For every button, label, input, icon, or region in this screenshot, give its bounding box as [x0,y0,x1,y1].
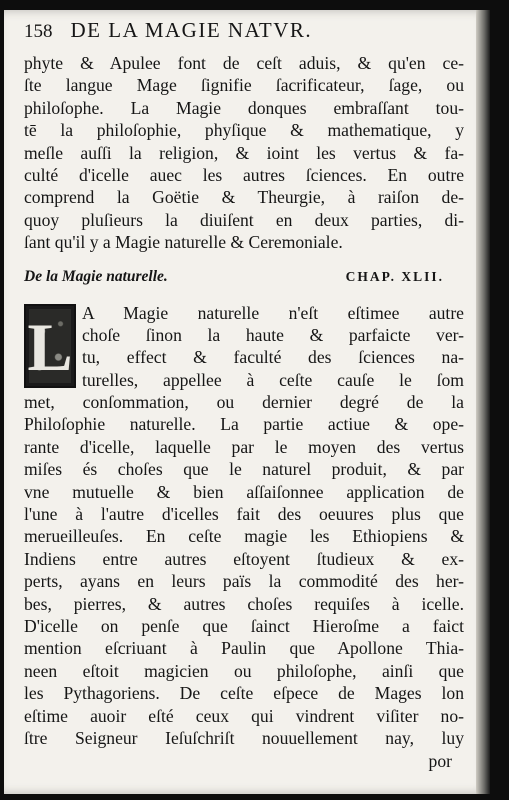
text-line: phyte & Apulee font de ceſt aduis, & qu'en ce- [24,53,464,73]
catchword: por [428,751,452,772]
text-line: mention eſcriuant à Paulin que Apollone Thia- [24,638,464,659]
text-line: l'une à l'autre d'icelles fait des oeuures plus que [24,504,464,525]
text-line: bes, pierres, & autres choſes requiſes à icelle. [24,593,464,614]
text-line: tē la philoſophie, phyſique & mathematique, y [24,120,464,141]
text-line: merueilleuſes. En ceſte magie les Ethiopiens & [24,526,464,547]
section-heading [24,268,464,298]
text-line: D'icelle on penſe que ſainct Hieroſme a faict [24,615,464,636]
book-page [4,10,490,794]
text-line: ſant qu'il y a Magie naturelle & Ceremoniale. [24,232,343,253]
text-line: ſte langue Mage ſignifie ſacrificateur, ſage, ou [24,75,464,96]
text-block [24,18,464,773]
text-line: perts, ayans en leurs païs la commodité des her- [24,571,464,592]
text-line: turelles, appellee à ceſte cauſe le ſom [82,369,464,390]
text-line: eſtime auoir eſté ceux qui vindrent viſiter no- [24,705,464,726]
text-line: met, conſommation, ou dernier degré de la [24,392,464,413]
text-line: tu, effect & faculté des ſciences na- [82,347,464,368]
paragraph-1 [24,52,464,254]
text-line: culté d'icelle auec les autres ſciences. En outre [24,164,464,185]
text-line: quoy pluſieurs la diuiſent en deux parties, di- [24,209,464,230]
text-line: les Pythagoriens. De ceſte eſpece de Mages lon [24,683,464,704]
page-spine-shadow [476,10,490,794]
paragraph-2 [24,302,464,750]
initial-letter: L [27,308,73,385]
text-line: ſtre Seigneur Ieſuſchriſt nouuellement nay, luy [24,727,464,748]
text-line: choſe ſinon la haute & parfaicte ver- [82,324,464,345]
running-header [24,18,464,52]
text-line: miſes és choſes que le naturel produit, & par [24,459,464,480]
text-line: neen eſtoit magicien ou philoſophe, ainſi que [24,660,464,681]
text-line: vne mutuelle & bien aſſaiſonnee application de [24,481,464,502]
text-line: Philoſophie naturelle. La partie actiue & ope- [24,414,464,435]
chapter-label: CHAP. XLII. [345,268,444,284]
running-title: DE LA MAGIE NATVR. [70,18,313,42]
text-line: rante d'icelle, laquelle par le moyen des vertus [24,436,464,457]
ornamental-initial [24,304,76,388]
text-line: Indiens entre autres eſtoyent ſtudieux & ex- [24,548,464,569]
page-number: 158 [24,21,53,42]
text-line: meſle auſſi la religion, & ioint les vertus & fa- [24,142,464,163]
text-line: philoſophe. La Magie donques embraſſant tou- [24,97,464,118]
section-title: De la Magie naturelle. [24,267,168,285]
text-line: comprend la Goëtie & Theurgie, à raiſon de- [24,187,464,208]
text-line: A Magie naturelle n'eſt eſtimee autre [82,302,464,323]
